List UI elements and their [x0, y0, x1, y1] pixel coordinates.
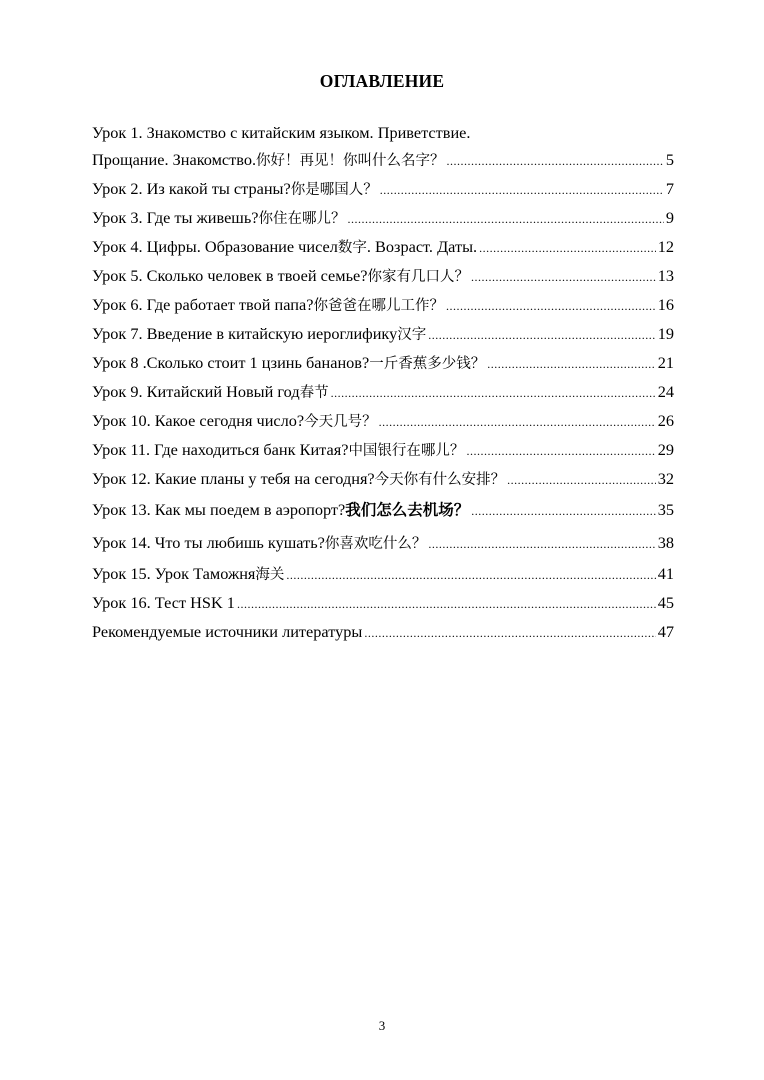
toc-entry-page: 19	[657, 324, 674, 343]
toc-entry-text: Урок 5. Сколько человек в твоей семье?	[92, 266, 368, 285]
toc-entry-text: Урок 7. Введение в китайскую иероглифику	[92, 324, 398, 343]
dot-leader	[286, 562, 655, 589]
toc-entry-chinese: 一斤香蕉多少钱？	[369, 356, 486, 372]
dot-leader	[487, 351, 656, 378]
toc-entry-chinese: 我们怎么去机场？	[345, 501, 470, 519]
table-of-contents	[92, 119, 674, 647]
toc-entry-page: 38	[657, 533, 674, 552]
toc-entry-3[interactable]	[92, 204, 674, 233]
toc-entry-chinese: 春节	[299, 385, 329, 401]
dot-leader	[447, 148, 664, 175]
toc-entry-chinese: 你爸爸在哪儿工作？	[313, 298, 444, 314]
toc-entry-page: 9	[665, 208, 674, 227]
toc-entry-page: 7	[665, 179, 674, 198]
toc-entry-text: Урок 9. Китайский Новый год	[92, 382, 300, 401]
dot-leader	[364, 620, 655, 647]
dot-leader	[471, 264, 656, 291]
toc-entry-chinese: 你是哪国人？	[290, 182, 378, 198]
toc-entry-5[interactable]	[92, 262, 674, 291]
toc-entry-chinese: 海关	[255, 567, 285, 583]
toc-entry-page: 26	[657, 411, 674, 430]
toc-entry-13[interactable]	[92, 494, 674, 527]
toc-entry-16[interactable]	[92, 589, 674, 618]
page-number: 3	[378, 1018, 386, 1033]
toc-entry-page: 29	[657, 440, 674, 459]
toc-entry-page: 5	[665, 150, 674, 169]
toc-entry-4[interactable]	[92, 233, 674, 262]
toc-entry-7[interactable]	[92, 320, 674, 349]
toc-entry-1-line-2[interactable]	[92, 146, 674, 175]
toc-entry-1-line-1	[92, 119, 674, 146]
dot-leader	[428, 322, 655, 349]
toc-entry-page: 45	[657, 593, 674, 612]
dot-leader	[466, 438, 655, 465]
toc-entry-text: Урок 12. Какие планы у тебя на сегодня?	[92, 469, 375, 488]
toc-entry-chinese: 你好！再见！你叫什么名字？	[256, 153, 445, 169]
toc-entry-11[interactable]	[92, 436, 674, 465]
toc-entry-text: Урок 1. Знакомство с китайским языком. Приветствие.	[92, 123, 471, 142]
toc-entry-text: Рекомендуемые источники литературы	[92, 622, 363, 641]
toc-entry-page: 41	[657, 564, 674, 583]
toc-entry-text: Урок 4. Цифры. Образование чисел	[92, 237, 338, 256]
toc-entry-page: 21	[657, 353, 674, 372]
toc-entry-chinese: 你喜欢吃什么？	[324, 536, 427, 552]
dot-leader	[446, 293, 656, 320]
toc-entry-text: Урок 16. Тест HSK 1	[92, 593, 235, 612]
toc-entry-page: 24	[657, 382, 674, 401]
toc-entry-page: 35	[657, 500, 674, 519]
toc-entry-14[interactable]	[92, 527, 674, 560]
dot-leader	[380, 177, 664, 204]
toc-entry-references[interactable]	[92, 618, 674, 647]
dot-leader	[428, 529, 655, 560]
toc-entry-2[interactable]	[92, 175, 674, 204]
toc-entry-15[interactable]	[92, 560, 674, 589]
toc-entry-text: Урок 14. Что ты любишь кушать?	[92, 533, 325, 552]
toc-entry-page: 12	[657, 237, 674, 256]
dot-leader	[479, 235, 656, 262]
toc-entry-text: Урок 8 .Сколько стоит 1 цзинь бананов?	[92, 353, 370, 372]
toc-entry-text: Урок 13. Как мы поедем в аэропорт?	[92, 500, 346, 519]
dot-leader	[507, 467, 656, 494]
toc-entry-chinese: 中国银行在哪儿？	[348, 443, 465, 459]
toc-entry-chinese: 汉字	[397, 327, 427, 343]
toc-entry-text: Урок 11. Где находиться банк Китая?	[92, 440, 349, 459]
dot-leader	[348, 206, 664, 233]
toc-entry-6[interactable]	[92, 291, 674, 320]
dot-leader	[471, 496, 655, 527]
toc-entry-page: 16	[657, 295, 674, 314]
toc-entry-text: Урок 15. Урок Таможня	[92, 564, 256, 583]
dot-leader	[237, 591, 656, 618]
toc-entry-text: Урок 3. Где ты живешь?	[92, 208, 259, 227]
toc-entry-9[interactable]	[92, 378, 674, 407]
dot-leader	[379, 409, 656, 436]
toc-entry-text: Урок 10. Какое сегодня число?	[92, 411, 305, 430]
toc-entry-page: 47	[657, 622, 674, 641]
toc-entry-8[interactable]	[92, 349, 674, 378]
toc-entry-chinese: 今天你有什么安排？	[374, 472, 506, 488]
toc-entry-chinese: 你家有几口人？	[367, 269, 469, 285]
toc-entry-text: Урок 6. Где работает твой папа?	[92, 295, 314, 314]
toc-entry-text-continued: . Возраст. Даты.	[366, 237, 478, 256]
toc-entry-text: Урок 2. Из какой ты страны?	[92, 179, 291, 198]
toc-entry-chinese: 你住在哪儿？	[258, 211, 346, 227]
dot-leader	[331, 380, 656, 407]
toc-heading: ОГЛАВЛЕНИЕ	[319, 71, 445, 91]
toc-entry-chinese: 数字	[337, 240, 367, 256]
toc-entry-page: 13	[657, 266, 674, 285]
toc-entry-text: Прощание. Знакомство.	[92, 150, 257, 169]
toc-entry-chinese: 今天几号？	[304, 414, 377, 430]
toc-entry-page: 32	[657, 469, 674, 488]
toc-entry-10[interactable]	[92, 407, 674, 436]
toc-entry-12[interactable]	[92, 465, 674, 494]
